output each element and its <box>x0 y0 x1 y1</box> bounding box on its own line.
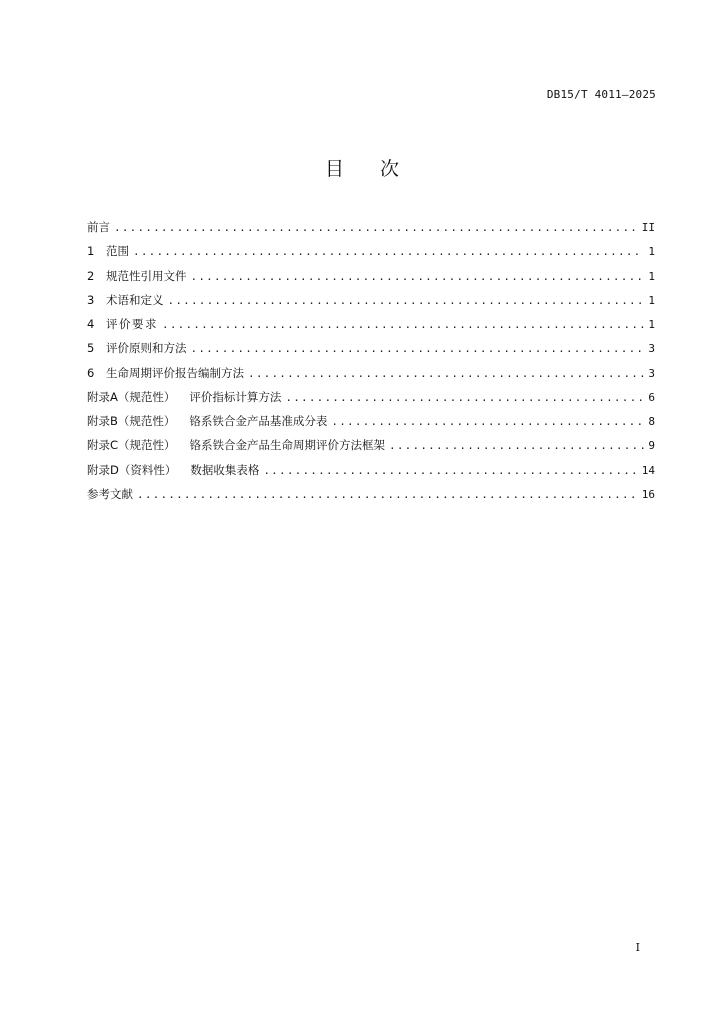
toc-entry-normative-references[interactable] <box>87 268 655 292</box>
toc-entry-label: 前言 <box>87 220 110 234</box>
page-number: I <box>635 941 640 954</box>
toc-annex-title: 铬系铁合金产品生命周期评价方法框架 <box>189 438 386 453</box>
toc-entry-page: 1 <box>648 318 655 331</box>
toc-entry-label: 范围 <box>106 244 129 259</box>
toc-leader-dots <box>168 294 645 307</box>
toc-entry-label: 规范性引用文件 <box>106 268 187 283</box>
toc-entry-number: 3 <box>87 292 95 307</box>
toc-entry-evaluation-requirements[interactable] <box>87 316 655 340</box>
toc-entry-number: 1 <box>87 244 95 259</box>
toc-leader-dots <box>389 439 644 452</box>
toc-entry-scope[interactable] <box>87 243 655 267</box>
toc-leader-dots <box>162 318 644 331</box>
toc-title: 目次 <box>324 158 435 180</box>
toc-entry-label: 术语和定义 <box>106 292 164 307</box>
toc-annex-label: 附录A（规范性） <box>87 389 176 404</box>
toc-entry-label: 生命周期评价报告编制方法 <box>106 365 244 380</box>
toc-entry-terms-definitions[interactable] <box>87 292 655 316</box>
toc-entry-number: 6 <box>87 365 95 380</box>
toc-entry-label: 参考文献 <box>87 486 133 501</box>
toc-annex-label: 附录B（规范性） <box>87 414 176 428</box>
toc-leader-dots <box>137 488 638 501</box>
toc-entry-page: 8 <box>648 415 655 428</box>
toc-entry-annex-c[interactable] <box>87 437 655 461</box>
table-of-contents <box>87 219 655 510</box>
toc-entry-page: 1 <box>648 245 655 259</box>
toc-entry-label: 评价原则和方法 <box>106 341 187 356</box>
toc-entry-page: 6 <box>648 390 655 404</box>
toc-entry-page: 3 <box>648 366 655 380</box>
toc-entry-bibliography[interactable] <box>87 486 655 510</box>
toc-leader-dots <box>191 342 645 355</box>
toc-leader-dots <box>248 367 644 380</box>
toc-annex-label: 附录D（资料性） <box>87 462 177 477</box>
toc-entry-page: 16 <box>641 487 655 501</box>
toc-leader-dots <box>285 391 644 404</box>
toc-leader-dots <box>331 415 644 428</box>
toc-leader-dots <box>263 464 637 477</box>
toc-leader-dots <box>191 270 645 283</box>
toc-entry-page: 3 <box>648 342 655 356</box>
toc-entry-foreword[interactable] <box>87 219 655 243</box>
toc-leader-dots <box>133 245 644 258</box>
toc-entry-number: 4 <box>87 317 95 331</box>
toc-entry-number: 2 <box>87 268 95 283</box>
toc-annex-label: 附录C（规范性） <box>87 438 176 453</box>
toc-annex-title: 数据收集表格 <box>190 462 260 477</box>
toc-leader-dots <box>114 221 638 234</box>
toc-entry-label: 评价要求 <box>106 317 158 331</box>
standard-code: DB15/T 4011—2025 <box>546 88 656 101</box>
toc-entry-page: II <box>641 221 655 234</box>
toc-entry-annex-a[interactable] <box>87 389 655 413</box>
toc-annex-title: 评价指标计算方法 <box>189 389 282 404</box>
toc-entry-annex-d[interactable] <box>87 462 655 486</box>
toc-entry-number: 5 <box>87 341 95 356</box>
toc-entry-annex-b[interactable] <box>87 413 655 437</box>
toc-annex-title: 铬系铁合金产品基准成分表 <box>189 414 328 428</box>
toc-entry-page: 9 <box>648 439 655 453</box>
toc-entry-page: 1 <box>648 269 655 283</box>
toc-entry-report-method[interactable] <box>87 365 655 389</box>
toc-entry-page: 1 <box>648 293 655 307</box>
toc-entry-page: 14 <box>641 463 655 477</box>
toc-entry-evaluation-principles[interactable] <box>87 340 655 364</box>
